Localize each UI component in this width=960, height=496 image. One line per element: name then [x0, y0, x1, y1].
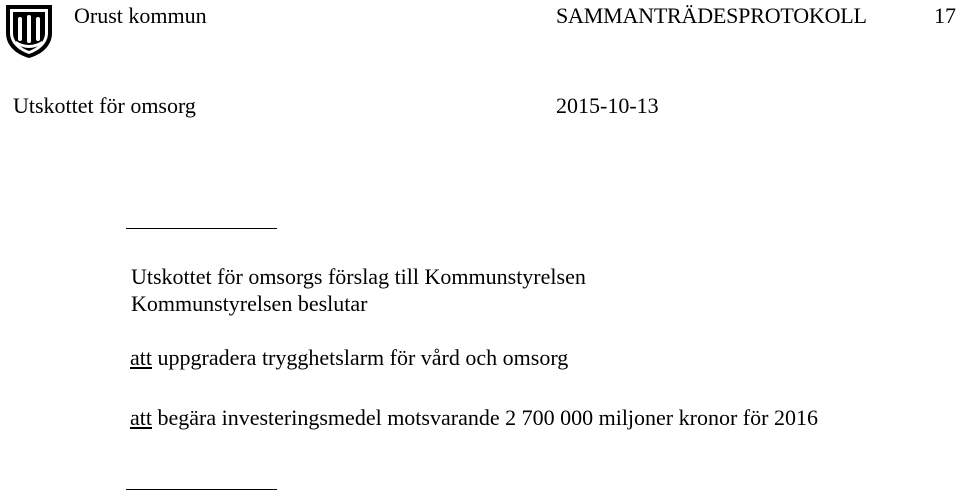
decision-heading: Kommunstyrelsen beslutar: [131, 291, 368, 316]
separator-bottom: [126, 489, 277, 490]
separator-top: [126, 228, 277, 229]
decision-clause: [130, 345, 568, 371]
decision-clause: [130, 405, 818, 431]
clause-text: uppgradera trygghetslarm för vård och omsorg: [152, 345, 569, 370]
committee-name: Utskottet för omsorg: [13, 93, 196, 118]
meeting-date: 2015-10-13: [556, 93, 659, 118]
clause-keyword: att: [130, 345, 152, 370]
document-type: SAMMANTRÄDESPROTOKOLL: [556, 3, 867, 28]
proposal-heading: Utskottet för omsorgs förslag till Kommunstyrelsen: [131, 264, 586, 289]
clause-text: begära investeringsmedel motsvarande 2 700 000 miljoner kronor för 2016: [152, 405, 818, 430]
municipality-name: Orust kommun: [74, 3, 207, 28]
page-number: 17: [934, 3, 956, 28]
clause-keyword: att: [130, 405, 152, 430]
municipal-crest-icon: [4, 3, 54, 59]
